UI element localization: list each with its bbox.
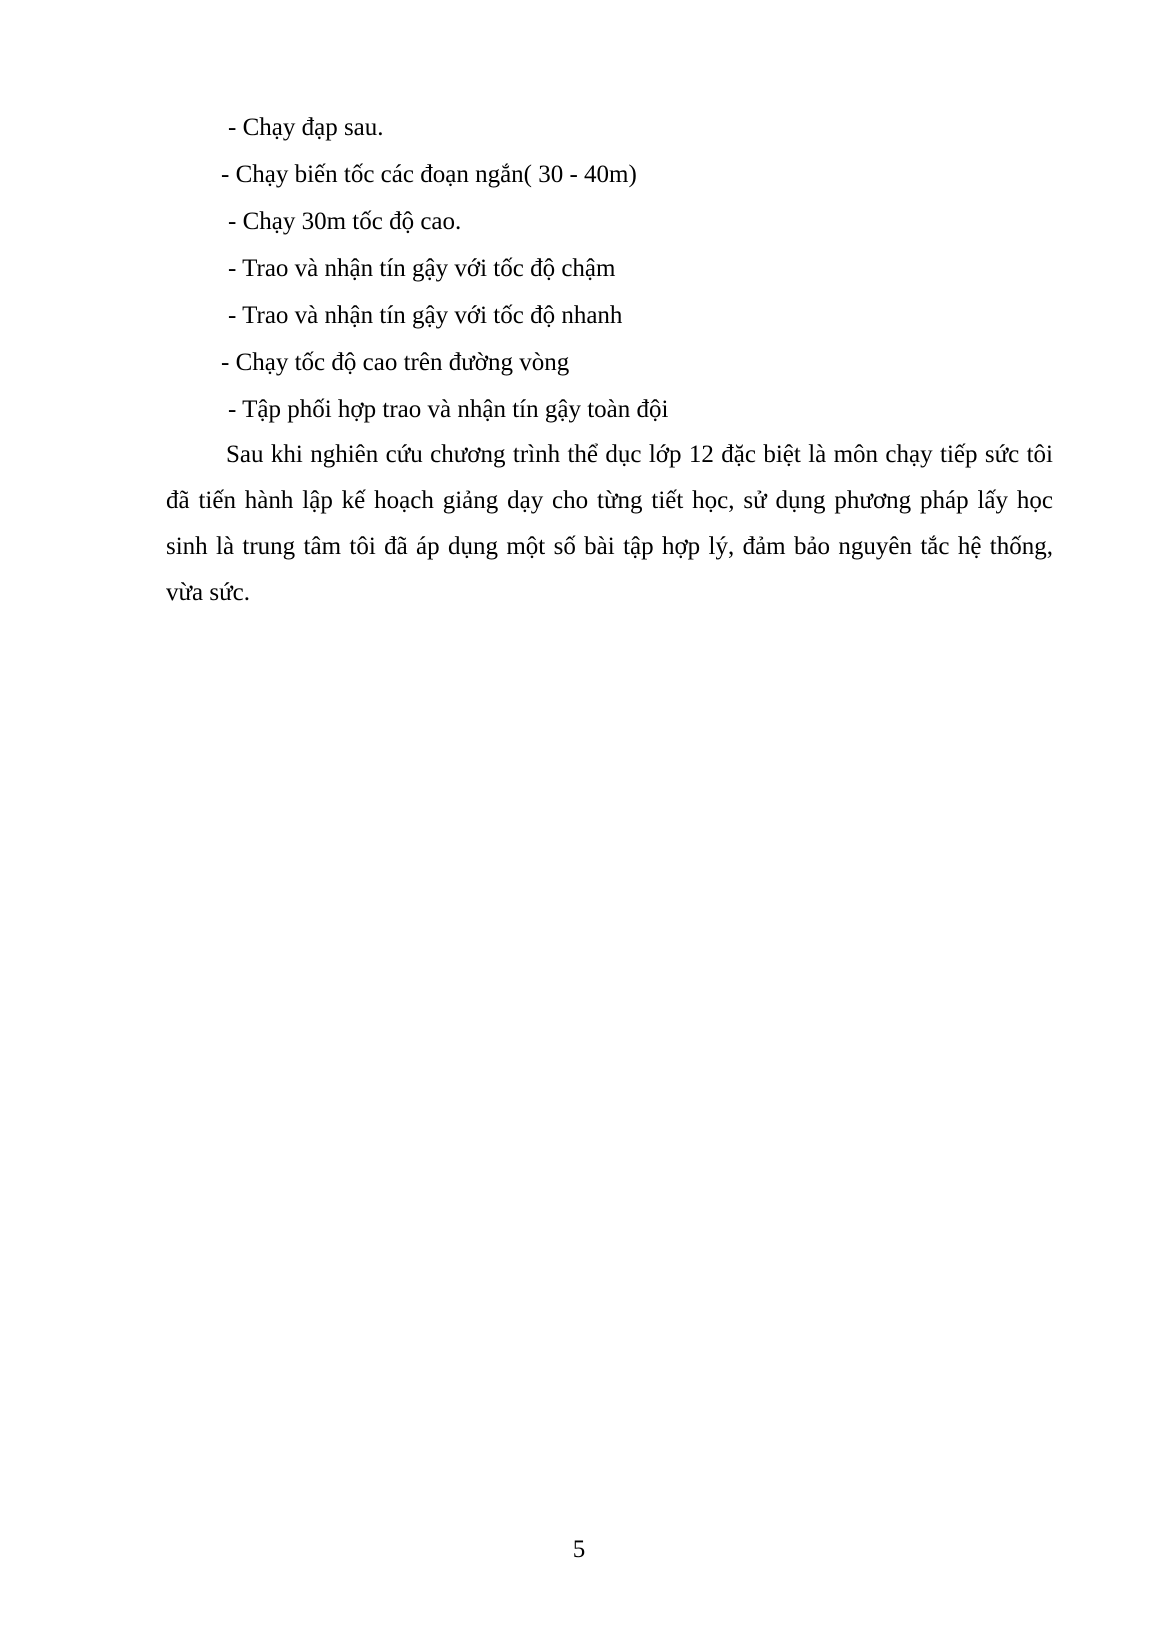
- body-paragraph: Sau khi nghiên cứu chương trình thể dục lớp 12 đặc biệt là môn chạy tiếp sức tôi đã tiến hành lập kế hoạch giảng dạy cho từng tiết học, sử dụng phương pháp lấy học sinh là trung tâm tôi đã áp dụng một số bài tập hợp lý, đảm bảo nguyên tắc hệ thống, vừa sức.: [166, 441, 1053, 606]
- page-number: 5: [572, 1536, 586, 1563]
- list-item: - Chạy 30m tốc độ cao.: [228, 208, 462, 235]
- list-item: - Trao và nhận tín gậy với tốc độ nhanh: [228, 302, 623, 329]
- list-item: - Trao và nhận tín gậy với tốc độ chậm: [228, 255, 616, 282]
- bullet-list: [0, 104, 1158, 433]
- list-item: - Chạy tốc độ cao trên đường vòng: [221, 349, 570, 376]
- list-item: - Chạy đạp sau.: [228, 114, 384, 141]
- list-item: - Tập phối hợp trao và nhận tín gậy toàn đội: [228, 396, 669, 423]
- list-item: - Chạy biến tốc các đoạn ngắn( 30 - 40m): [221, 161, 637, 188]
